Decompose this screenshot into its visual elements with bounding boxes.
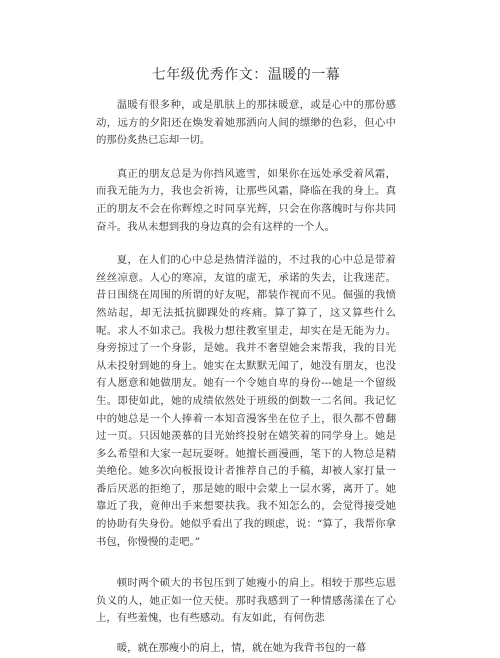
paragraph-5: 暖，就在那瘦小的肩上，情，就在她为我背书包的一幕	[116, 642, 367, 655]
paragraph-2: 真正的朋友总是为你挡风遮雪，如果你在远处承受着风霜，而我无能为力，我也会祈祷，让那些风霜，降临在我的身上。真正的朋友不会在你辉煌之时同享光辉，只会在你落魄时与你共同奋斗。我从未想到我的身边真的会有这样的一个人。	[96, 167, 396, 233]
paragraph-3: 夏，在人们的心中总是热情洋溢的，不过我的心中总是带着丝丝凉意。人心的寒凉，友谊的虚无，承诺的失去，让我迷茫。昔日围绕在周围的所谓的好友呢，都装作视而不见。倔强的我愤然站起，却无法抵抗脚踝处的疼痛。算了算了，这又算些什么呢。求人不如求己。我极力想往教室里走，却实在是无能为力。身旁掠过了一个身影，是她。我并不奢望她会来帮我，我的目光从未投射到她的身上。她实在太默默无闻了，她没有朋友，也没有人愿意和她做朋友。她有一个令她自卑的身份---她是一个留级生。即使如此，她的成绩依然处于班级的倒数一二名间。我记忆中的她总是一个人捧着一本知音漫客坐在位子上，很久都不曾翻过一页。只因她羡慕的目光始终投射在嬉笑着的同学身上。她是多么希望和大家一起玩耍呀。她擅长画漫画，笔下的人物总是精美绝伦。她多次向板报设计者推荐自己的手稿，却被人家打量一番后厌恶的拒绝了，那是她的眼中会蒙上一层水雾，离开了。她靠近了我，竟伸出手来想要扶我。我不知怎么的，会觉得接受她的协助有失身份。她似乎看出了我的顾虑，说：“算了，我帮你拿书包，你慢慢的走吧。”	[96, 254, 396, 548]
paragraph-1: 温暖有很多种，或是肌肤上的那抹暖意，或是心中的那份感动，远方的夕阳还在焕发着她那洒向人间的缥缈的色彩，但心中的那份炙热已忘却一切。	[96, 99, 396, 147]
article-title: 七年级优秀作文：温暖的一幕	[151, 67, 341, 83]
paragraph-4: 顿时两个硕大的书包压到了她瘦小的肩上。相较于那些忘恩负义的人，她正如一位天使。那时我感到了一种情感荡漾在了心上，有些羞愧，也有些感动。有友如此，有何伤悲	[96, 577, 396, 625]
